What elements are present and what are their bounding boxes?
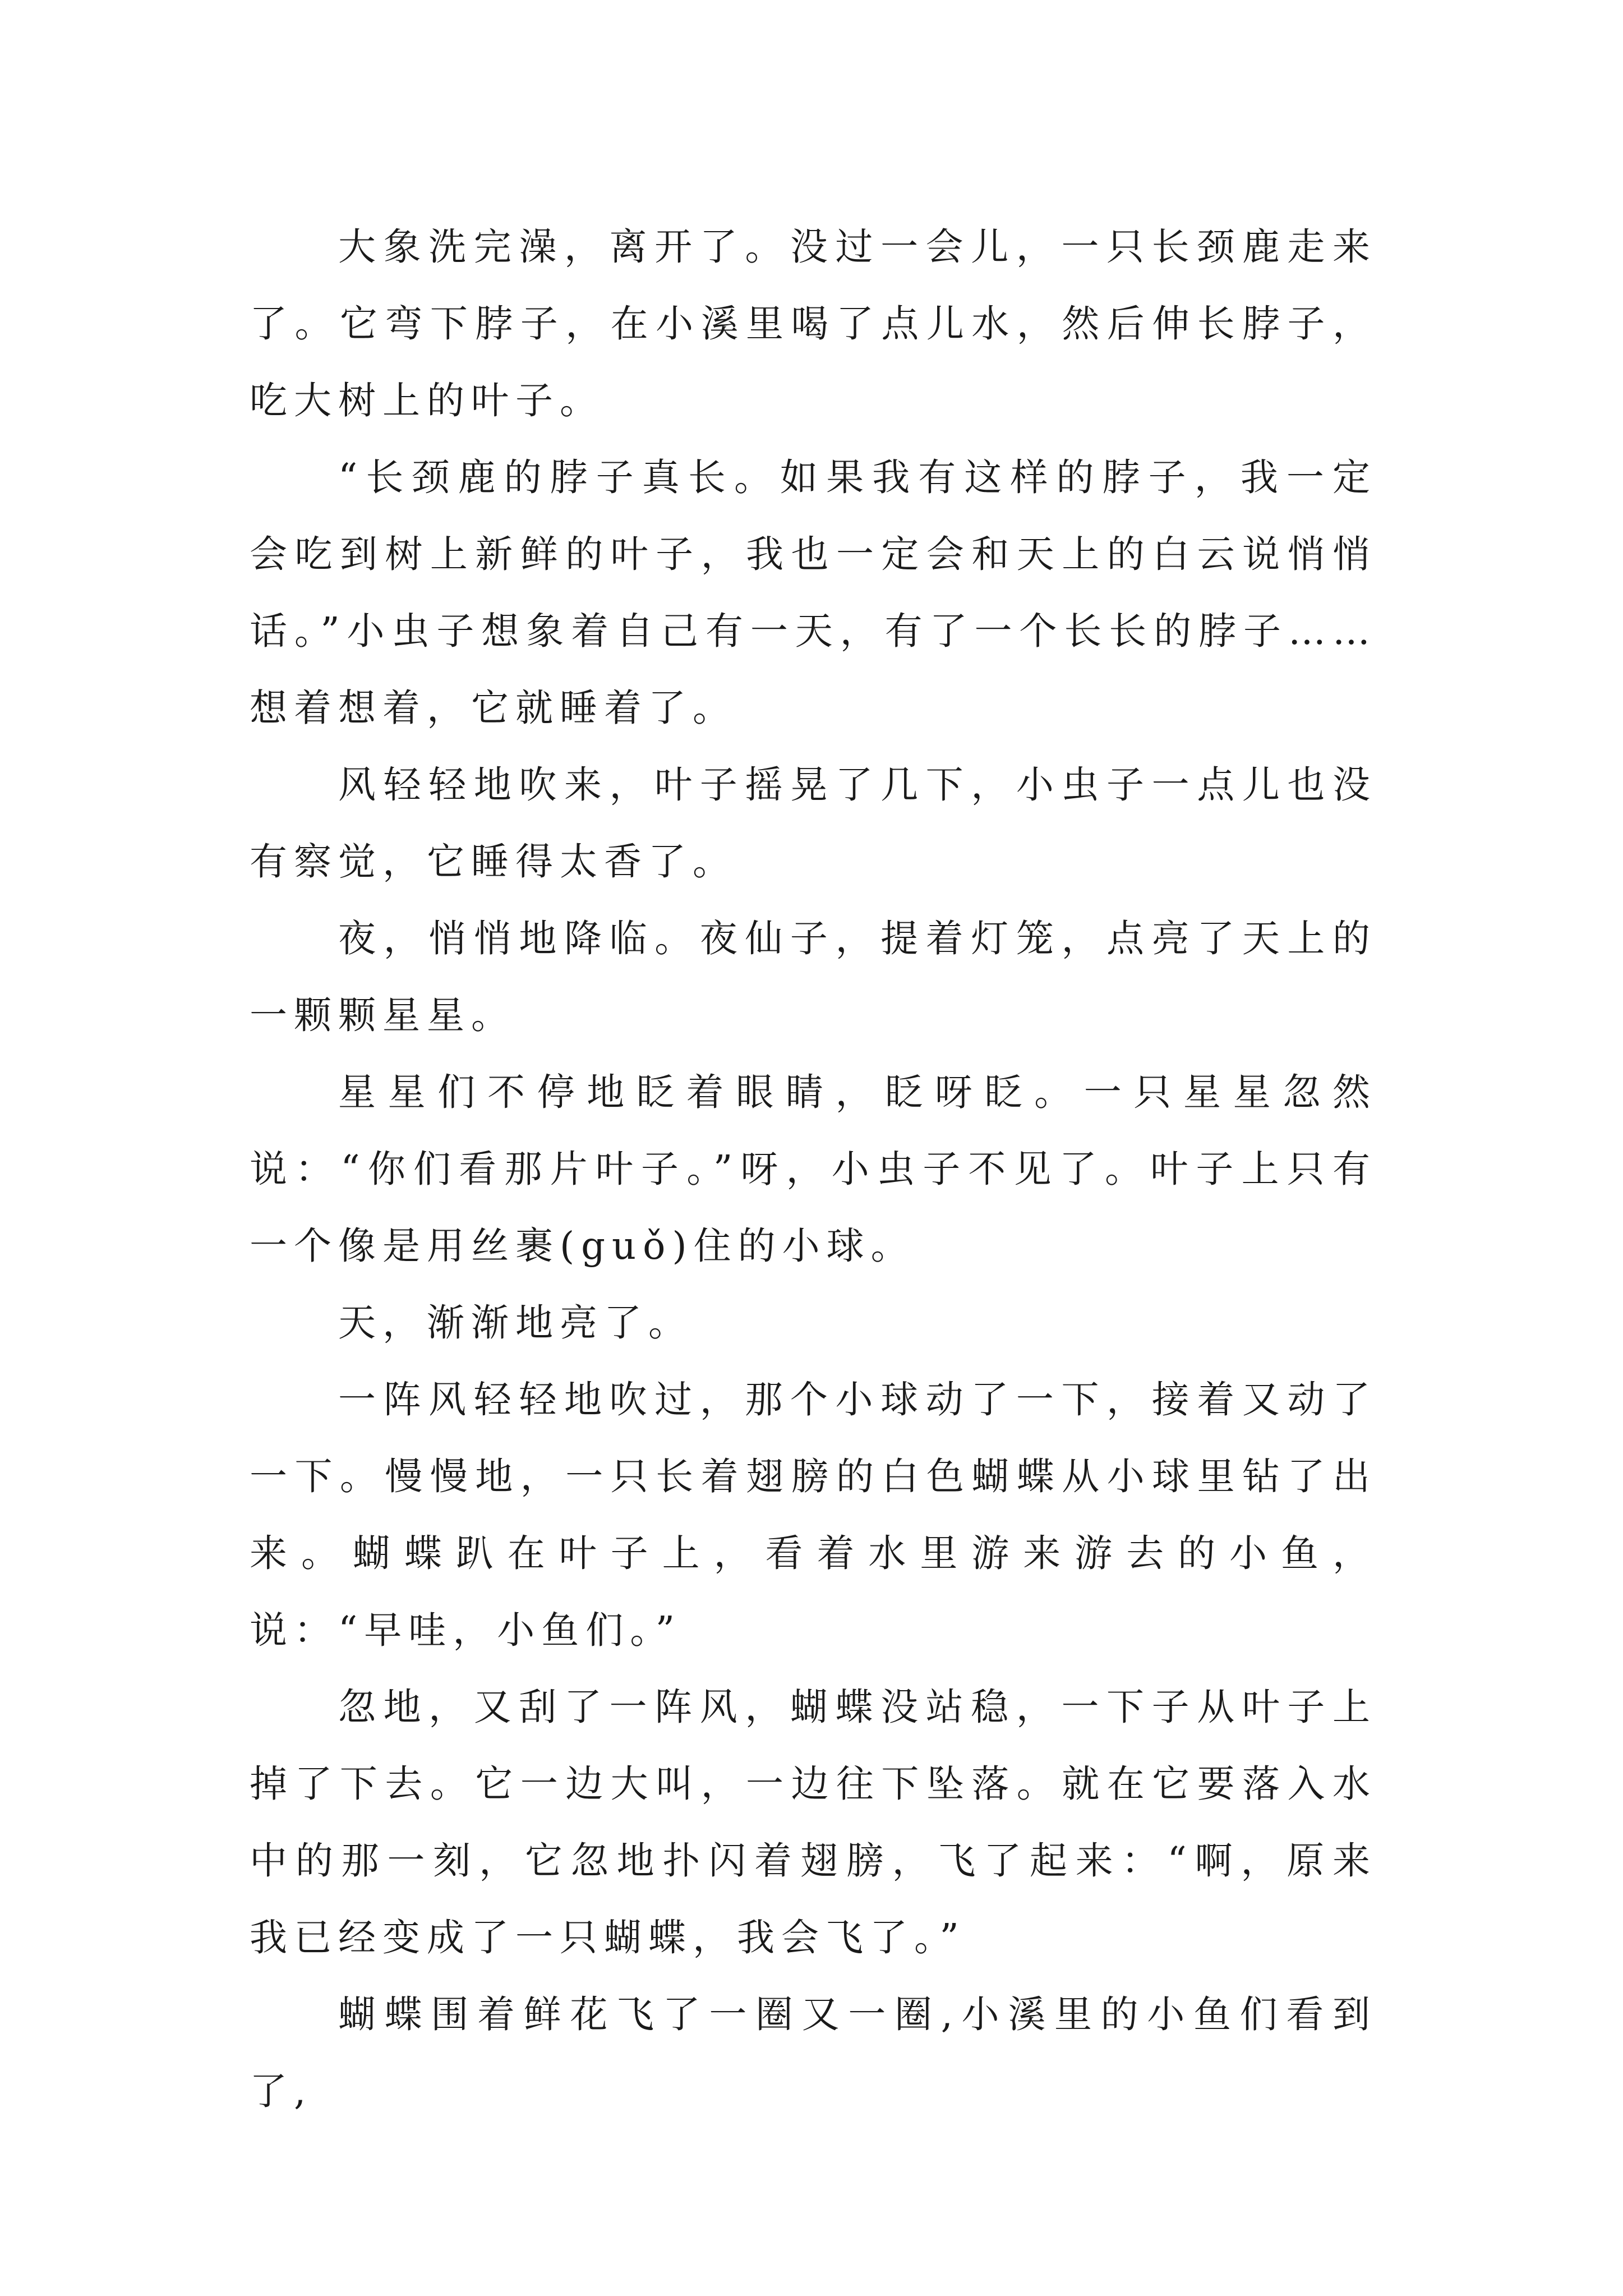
paragraph-6: 天，渐渐地亮了。	[338, 1301, 693, 1345]
paragraph-4: 夜，悄悄地降临。夜仙子，提着灯笼，点亮了天上的一颗颗星星。	[250, 917, 1377, 1037]
paragraph-7: 一阵风轻轻地吹过，那个小球动了一下，接着又动了一下。慢慢地，一只长着翅膀的白色蝴蝶从小球里钻了出来。蝴蝶趴在叶子上，看着水里游来游去的小鱼，说：“早哇，小鱼们。”	[250, 1378, 1377, 1652]
story-text	[250, 209, 1377, 2130]
paragraph-1: 大象洗完澡，离开了。没过一会儿，一只长颈鹿走来了。它弯下脖子，在小溪里喝了点儿水，然后伸长脖子，吃大树上的叶子。	[250, 225, 1377, 422]
paragraph-9: 蝴蝶围着鲜花飞了一圈又一圈,小溪里的小鱼们看到了,	[250, 1993, 1377, 2113]
paragraph-2: “长颈鹿的脖子真长。如果我有这样的脖子，我一定会吃到树上新鲜的叶子，我也一定会和天上的白云说悄悄话。”小虫子想象着自己有一天，有了一个长长的脖子……想着想着，它就睡着了。	[250, 455, 1377, 730]
paragraph-3: 风轻轻地吹来，叶子摇晃了几下，小虫子一点儿也没有察觉，它睡得太香了。	[250, 763, 1377, 884]
paragraph-8: 忽地，又刮了一阵风，蝴蝶没站稳，一下子从叶子上掉了下去。它一边大叫，一边往下坠落。就在它要落入水中的那一刻，它忽地扑闪着翅膀，飞了起来：“啊，原来我已经变成了一只蝴蝶，我会飞了。”	[250, 1685, 1377, 1959]
paragraph-5: 星星们不停地眨着眼睛，眨呀眨。一只星星忽然说：“你们看那片叶子。”呀，小虫子不见了。叶子上只有一个像是用丝裹(guǒ)住的小球。	[250, 1070, 1377, 1268]
